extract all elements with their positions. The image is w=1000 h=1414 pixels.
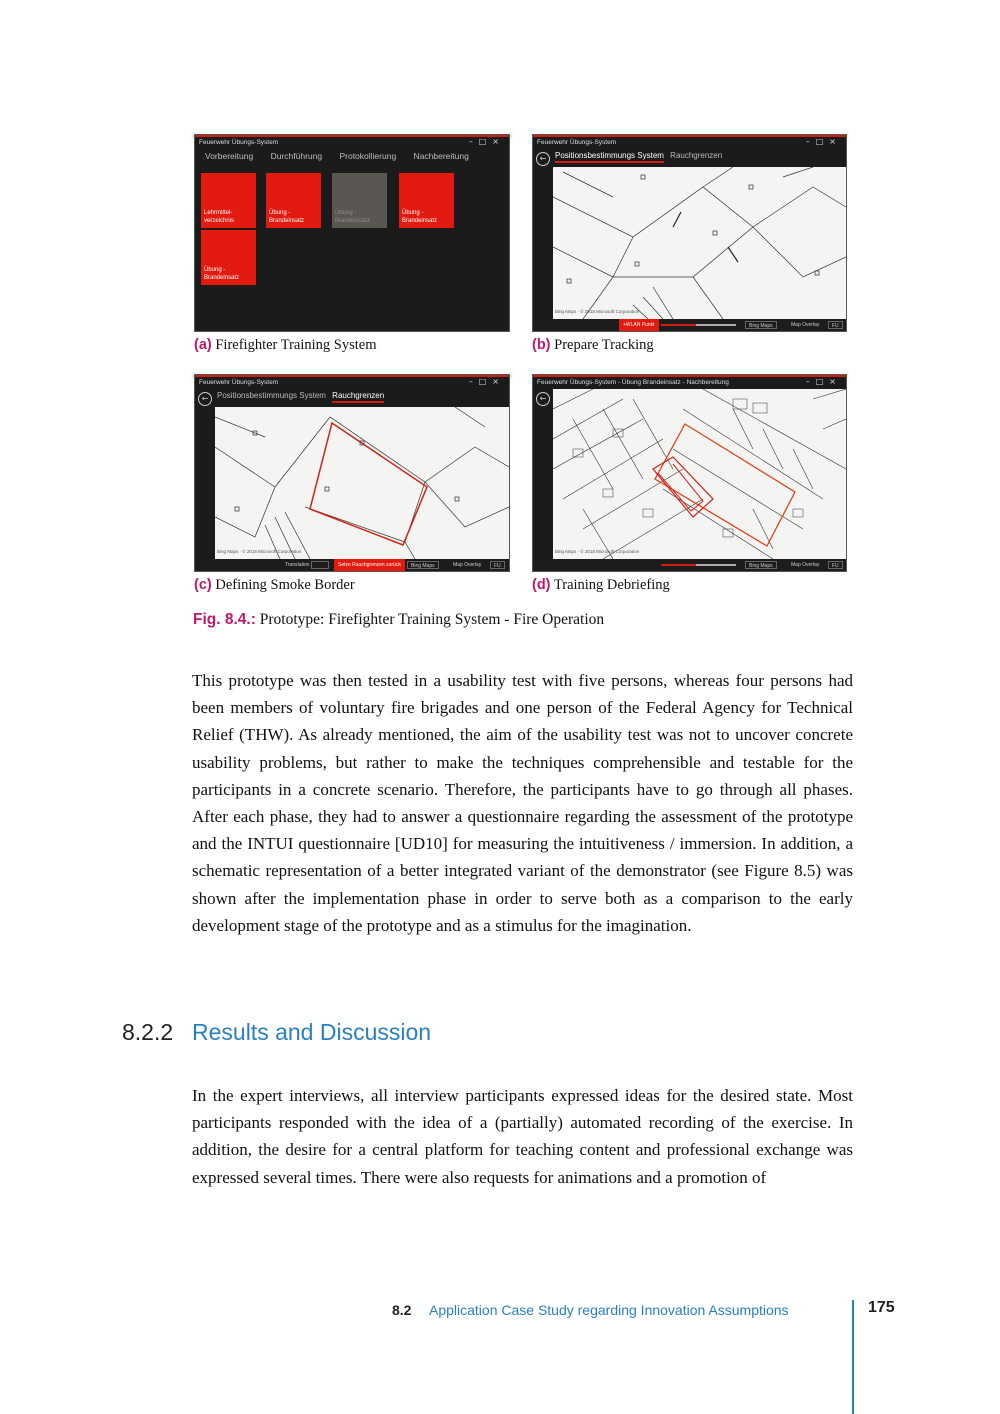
window-title: Feuerwehr Übungs-System - Übung Brandeinsatz - Nachbereitung [537, 379, 729, 386]
reset-smoke-border-button[interactable]: Setze Rauchgrenzen zurück [334, 559, 405, 571]
tile-lehrmittel: Lehrmittel- verzeichnis [201, 173, 256, 228]
back-arrow-icon: ← [536, 392, 550, 406]
screenshot-c [194, 374, 510, 572]
tile-uebung-3: Übung - Brandeinsatz [399, 173, 454, 228]
window-title: Feuerwehr Übungs-System [537, 139, 617, 146]
map-source-select[interactable]: Bing Maps [745, 321, 777, 329]
language-select[interactable]: FU [828, 321, 843, 329]
tab-rauchgrenzen: Rauchgrenzen [670, 151, 723, 160]
translation-label: Translation [285, 562, 310, 568]
slider-rest [696, 324, 736, 326]
figure-label: Fig. 8.4.: [193, 611, 256, 628]
map-toolbar [533, 559, 846, 571]
page-number: 175 [868, 1299, 895, 1316]
tab-bar [217, 391, 384, 400]
tab-bar [555, 151, 722, 160]
map-overlay-toggle[interactable]: Map Overlay [791, 322, 820, 328]
map-copyright: Bing Maps · © 2018 Microsoft Corporation [217, 549, 302, 554]
figure-caption [193, 611, 604, 629]
window-controls: –□× [468, 377, 505, 386]
language-select[interactable]: FU [828, 561, 843, 569]
screenshot-b [532, 134, 847, 332]
body-paragraph-2: In the expert interviews, all interview participants expressed ideas for the desired state. Most participants responded with the idea of a (partially) automated recording of the exercise. In addition, the desire for a central platform for teaching content and professional exchange was expressed several times. There were also requests for animations and a promotion of [192, 1086, 853, 1187]
tile-uebung-2: Übung - Brandeinsatz [332, 173, 387, 228]
map-copyright: Bing Maps · © 2018 Microsoft Corporation [555, 309, 640, 314]
map-copyright: Bing Maps · © 2018 Microsoft Corporation [555, 549, 640, 554]
title-accent [533, 135, 846, 137]
slider-active [661, 564, 696, 566]
slider-active [661, 324, 696, 326]
title-accent [533, 375, 846, 377]
tab-positionsbestimmung: Positionsbestimmungs System [555, 151, 664, 163]
floor-plan-map [215, 407, 509, 559]
nav-nachbereitung: Nachbereitung [413, 151, 469, 161]
map-toolbar [533, 319, 846, 331]
section-title: Results and Discussion [192, 1019, 432, 1045]
figure-caption-text: Prototype: Firefighter Training System - Fire Operation [259, 611, 605, 628]
tile-uebung-4: Übung - Brandeinsatz [201, 230, 256, 285]
footer-section-title: Application Case Study regarding Innovation Assumptions [429, 1302, 789, 1318]
floor-plan-map [553, 167, 846, 319]
screenshot-d [532, 374, 847, 572]
window-title: Feuerwehr Übungs-System [199, 379, 279, 386]
tab-positionsbestimmung: Positionsbestimmungs System [217, 391, 326, 400]
language-select[interactable]: FU [490, 561, 505, 569]
back-arrow-icon: ← [198, 392, 212, 406]
footer-section-number: 8.2 [392, 1302, 412, 1318]
translation-toggle[interactable] [311, 561, 329, 569]
subfigure-label-b: (b) Prepare Tracking [532, 337, 654, 353]
window-title: Feuerwehr Übungs-System [199, 139, 279, 146]
map-source-select[interactable]: Bing Maps [745, 561, 777, 569]
main-navigation [205, 151, 484, 161]
back-arrow-icon: ← [536, 152, 550, 166]
footer-divider [852, 1300, 854, 1414]
tab-rauchgrenzen: Rauchgrenzen [332, 391, 384, 403]
window-controls: –□× [805, 377, 842, 386]
subfigure-label-d: (d) Training Debriefing [532, 577, 670, 593]
window-controls: –□× [468, 137, 505, 146]
nav-durchfuehrung: Durchführung [270, 151, 323, 161]
floor-plan-map [553, 389, 846, 559]
subfigure-label-c: (c) Defining Smoke Border [194, 577, 355, 593]
map-overlay-toggle[interactable]: Map Overlay [453, 562, 482, 568]
nav-protokollierung: Protokollierung [339, 151, 397, 161]
add-wlan-point-button[interactable]: +WLAN Punkt [619, 319, 659, 331]
nav-vorbereitung: Vorbereitung [205, 151, 254, 161]
body-paragraph-1: This prototype was then tested in a usability test with five persons, whereas four persons had been members of voluntary fire brigades and one person of the Federal Agency for Technical Relief (THW). As already mentioned, the aim of the usability test was not to uncover concrete usability problems, but rather to make the techniques comprehensible and testable for the participants in a concrete scenario. Therefore, the participants have to go through all phases. After each phase, they had to answer a questionnaire regarding the assessment of the prototype and the INTUI questionnaire [UD10] for measuring the intuitiveness / immersion. In addition, a schematic representation of a better integrated variant of the demonstrator (see Figure 8.5) was shown after the implementation phase in order to serve both as a comparison to the early development stage of the prototype and as a stimulus for the imagination. [192, 671, 853, 935]
map-overlay-toggle[interactable]: Map Overlay [791, 562, 820, 568]
subfigure-label-a: (a) Firefighter Training System [194, 337, 377, 353]
window-controls: –□× [805, 137, 842, 146]
map-source-select[interactable]: Bing Maps [407, 561, 439, 569]
screenshot-a [194, 134, 510, 332]
tile-uebung-1: Übung - Brandeinsatz [266, 173, 321, 228]
slider-rest [696, 564, 736, 566]
title-accent [195, 135, 509, 137]
map-toolbar [195, 559, 509, 571]
title-accent [195, 375, 509, 377]
section-number: 8.2.2 [122, 1019, 174, 1045]
